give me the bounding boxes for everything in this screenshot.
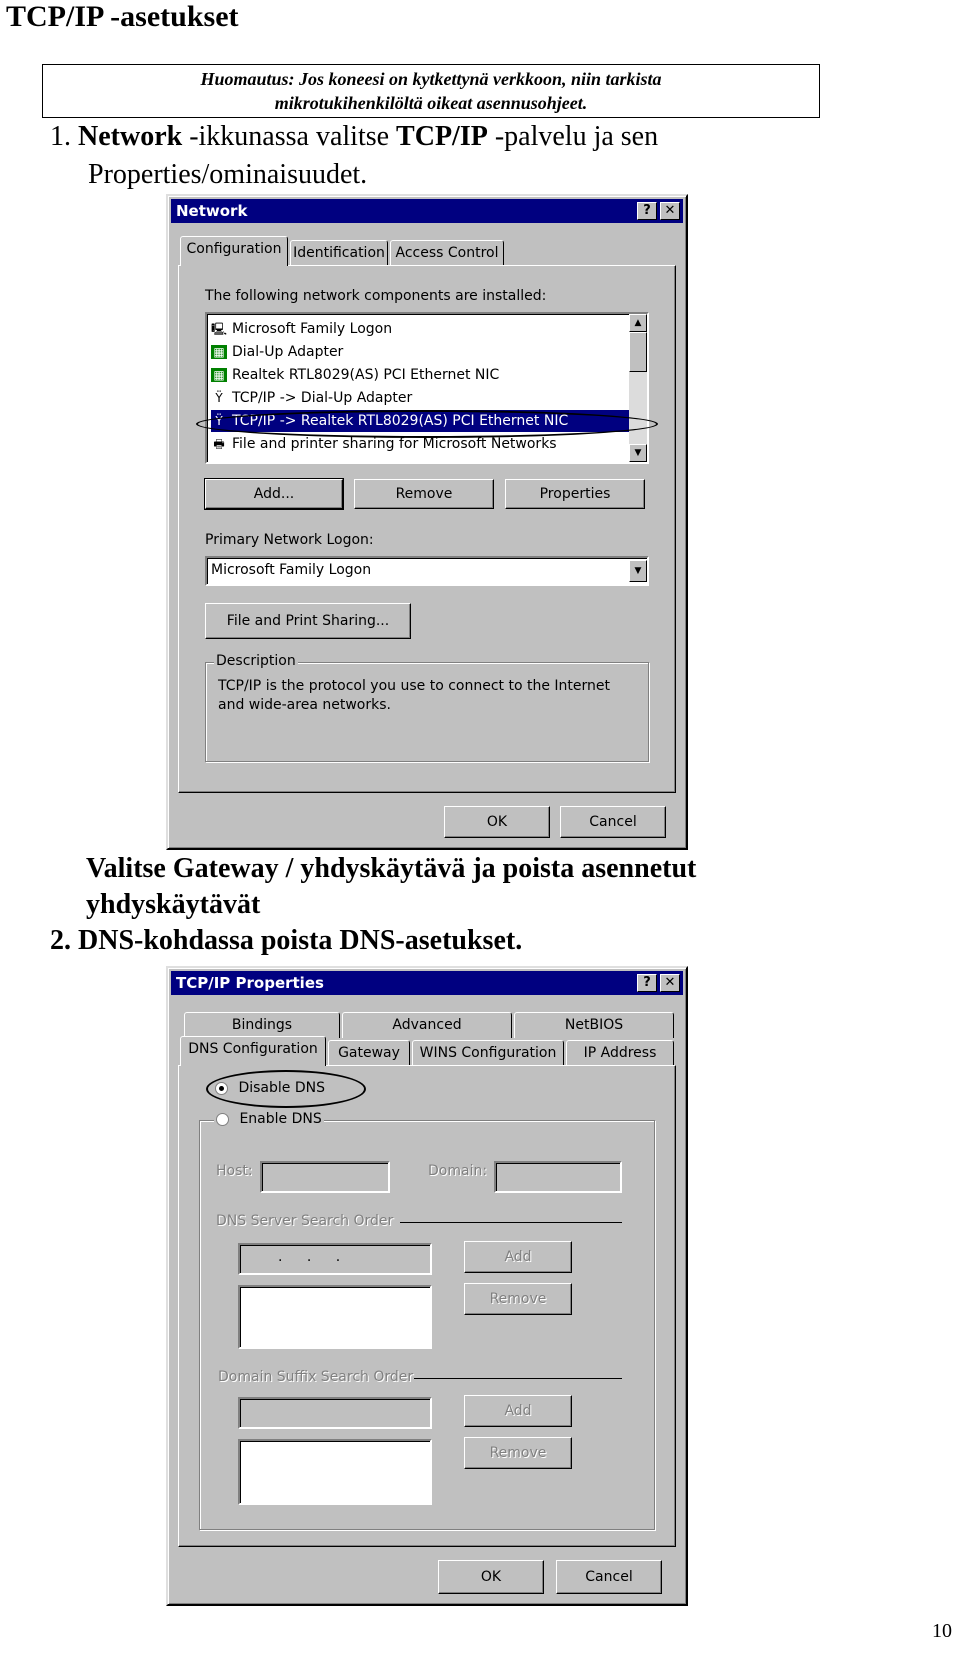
description-group [205,653,649,762]
dns-remove-button[interactable]: Remove [464,1283,572,1315]
enable-dns-option[interactable] [214,1111,324,1127]
dns-search-order-label: DNS Server Search Order [216,1213,394,1229]
step-1 [50,120,658,154]
suffix-search-order-label: Domain Suffix Search Order [218,1369,414,1385]
note-line-1: Huomautus: Jos koneesi on kytkettynä verkkoon, niin tarkista [200,69,662,89]
list-item[interactable] [211,318,392,340]
suffix-add-button[interactable]: Add [464,1395,572,1427]
scroll-up-icon[interactable]: ▲ [629,314,647,332]
list-item[interactable] [211,364,499,386]
step-1-text-b: -palvelu ja sen [487,121,659,152]
network-titlebar [171,199,683,223]
properties-button[interactable]: Properties [505,479,645,509]
components-label: The following network components are installed: [205,288,547,304]
page-number: 10 [932,1620,952,1642]
note-box [42,64,820,118]
list-item[interactable] [211,387,412,409]
components-list[interactable] [205,312,649,464]
suffix-search-order-rule [414,1378,622,1379]
dns-configuration-panel [178,1065,676,1547]
ip-dots: . . . [278,1249,351,1265]
step-1-tcpip-word: TCP/IP [396,121,488,152]
close-button[interactable]: ✕ [660,974,680,992]
add-button[interactable]: Add... [205,479,343,509]
list-scrollbar[interactable] [629,314,647,462]
step-2-number: 2. [50,925,71,956]
primary-logon-label: Primary Network Logon: [205,532,374,548]
tcpip-properties-dialog [166,966,688,1606]
step-1-network-word: Network [78,121,183,152]
document-title: TCP/IP -asetukset [6,0,239,33]
gateway-instruction-1: Valitse Gateway / yhdyskäytävä ja poista asennetut [86,853,697,884]
tab-advanced[interactable]: Advanced [342,1012,512,1038]
step-1-line-2: Properties/ominaisuudet. [88,159,368,190]
list-item-label: TCP/IP -> Realtek RTL8029(AS) PCI Ethernet NIC [232,413,569,429]
step-2 [50,924,522,958]
adapter-icon: ▦ [211,345,227,359]
dns-server-ip-input[interactable] [238,1243,432,1275]
description-text: TCP/IP is the protocol you use to connect to the Internet and wide-area networks. [218,678,610,713]
tcpip-title: TCP/IP Properties [176,974,324,992]
list-item-label: TCP/IP -> Dial-Up Adapter [232,390,413,406]
primary-logon-value: Microsoft Family Logon [211,562,372,578]
tab-netbios[interactable]: NetBIOS [514,1012,674,1038]
primary-logon-select[interactable] [205,556,649,586]
step-1-number: 1. [50,121,71,152]
tab-gateway[interactable]: Gateway [328,1040,410,1066]
disable-dns-highlight-ellipse [206,1070,366,1108]
close-button[interactable]: ✕ [660,202,680,220]
protocol-icon: Ÿ [215,414,223,428]
enable-dns-label: Enable DNS [239,1111,322,1127]
cancel-button[interactable]: Cancel [560,806,666,838]
dns-search-order-rule [400,1222,622,1223]
configuration-panel [178,265,676,793]
network-title: Network [176,202,248,220]
client-icon: 🖳 [211,322,228,336]
scroll-thumb[interactable] [629,332,647,372]
list-item-label: File and printer sharing for Microsoft Networks [232,436,557,452]
tab-configuration[interactable]: Configuration [180,236,288,266]
help-button[interactable]: ? [637,974,657,992]
file-print-sharing-button[interactable]: File and Print Sharing... [205,603,411,639]
cancel-button[interactable]: Cancel [556,1560,662,1594]
tab-bindings[interactable]: Bindings [184,1012,340,1038]
note-line-2: mikrotukihenkilöltä oikeat asennusohjeet. [274,93,588,113]
gateway-instruction-2: yhdyskäytävät [86,889,261,920]
suffix-list[interactable] [238,1439,432,1505]
network-dialog [166,194,688,850]
highlight-ellipse [196,410,658,438]
step-2-text: DNS-kohdassa poista DNS-asetukset. [78,925,523,956]
list-item-label: Dial-Up Adapter [232,344,344,360]
tab-wins-configuration[interactable]: WINS Configuration [412,1040,564,1066]
enable-dns-group [199,1111,655,1530]
tab-dns-configuration[interactable]: DNS Configuration [180,1036,326,1066]
dns-server-list[interactable] [238,1285,432,1349]
description-title: Description [216,653,296,669]
step-1-text-a: -ikkunassa valitse [182,121,397,152]
domain-input[interactable] [494,1161,622,1193]
tab-access-control[interactable]: Access Control [390,240,504,266]
protocol-icon: Ÿ [215,391,223,405]
list-item-label: Realtek RTL8029(AS) PCI Ethernet NIC [232,367,500,383]
help-button[interactable]: ? [637,202,657,220]
service-icon: 🖶 [213,437,225,451]
dns-add-button[interactable]: Add [464,1241,572,1273]
ok-button[interactable]: OK [438,1560,544,1594]
ok-button[interactable]: OK [444,806,550,838]
list-item[interactable] [211,341,343,363]
suffix-input[interactable] [238,1397,432,1429]
suffix-remove-button[interactable]: Remove [464,1437,572,1469]
enable-dns-radio[interactable] [216,1113,229,1126]
host-input[interactable] [260,1161,390,1193]
remove-button[interactable]: Remove [354,479,494,509]
domain-label: Domain: [428,1163,488,1179]
disable-dns-label: Disable DNS [238,1080,325,1096]
host-label: Host: [216,1163,253,1179]
list-item-label: Microsoft Family Logon [232,321,393,337]
tcpip-titlebar [171,971,683,995]
tab-ip-address[interactable]: IP Address [566,1040,674,1066]
adapter-icon: ▦ [211,368,227,382]
scroll-down-icon[interactable]: ▼ [629,444,647,462]
chevron-down-icon[interactable]: ▼ [629,560,647,582]
tab-identification[interactable]: Identification [290,240,388,266]
